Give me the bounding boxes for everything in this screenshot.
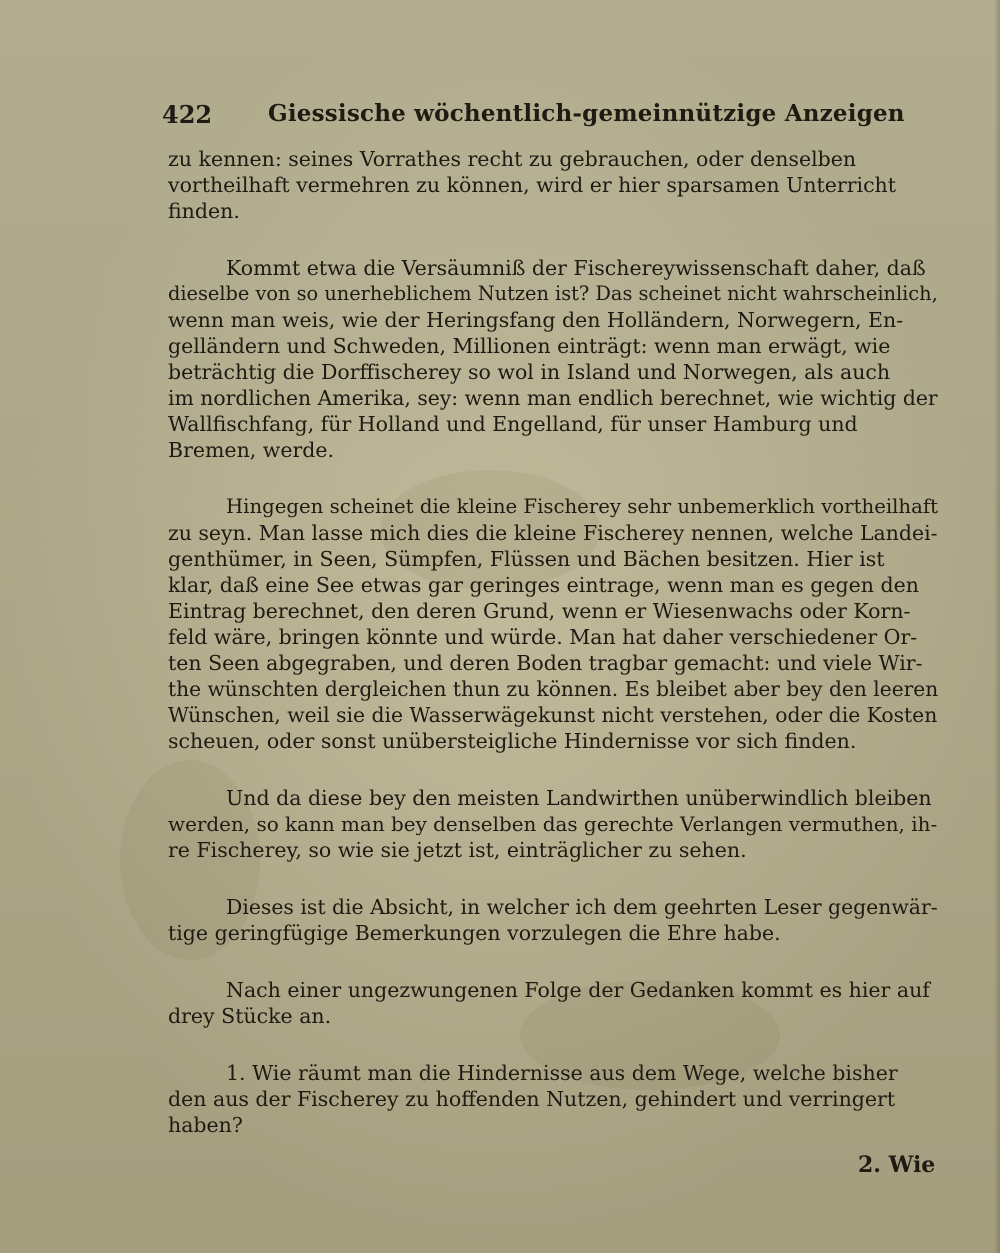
text-line: Dieses ist die Absicht, in welcher ich dem geehrten Leser gegenwär- <box>226 895 938 919</box>
text-line: haben? <box>168 1113 243 1137</box>
text-line: scheuen, oder sonst unübersteigliche Hindernisse vor sich finden. <box>168 729 857 753</box>
text-line: 1. Wie räumt man die Hindernisse aus dem Wege, welche bisher <box>226 1061 898 1085</box>
running-title: Giessische wöchentlich-gemeinnützige Anzeigen <box>268 100 905 127</box>
text-line: drey Stücke an. <box>168 1004 332 1028</box>
text-line: im nordlichen Amerika, sey: wenn man endlich berechnet, wie wichtig der <box>168 386 938 410</box>
text-line: Eintrag berechnet, den deren Grund, wenn er Wiesenwachs oder Korn- <box>168 599 911 623</box>
text-line: tige geringfügige Bemerkungen vorzulegen die Ehre habe. <box>168 921 781 945</box>
text-line: Wallfischfang, für Holland und Engelland, für unser Hamburg und <box>168 412 858 436</box>
text-line: Bremen, werde. <box>168 438 335 462</box>
text-line: the wünschten dergleichen thun zu können. Es bleibet aber bey den leeren <box>168 677 939 701</box>
text-line: zu kennen: seines Vorrathes recht zu gebrauchen, oder denselben <box>168 147 857 171</box>
text-line: re Fischerey, so wie sie jetzt ist, einträglicher zu sehen. <box>168 838 747 862</box>
text-line: finden. <box>168 199 240 223</box>
text-line: zu seyn. Man lasse mich dies die kleine Fischerey nennen, welche Landei- <box>168 521 938 545</box>
text-line: gelländern und Schweden, Millionen einträgt: wenn man erwägt, wie <box>168 334 891 358</box>
text-line: genthümer, in Seen, Sümpfen, Flüssen und Bächen besitzen. Hier ist <box>168 547 885 571</box>
text-line: feld wäre, bringen könnte und würde. Man hat daher verschiedener Or- <box>168 625 918 649</box>
text-line: vortheilhaft vermehren zu können, wird er hier sparsamen Unterricht <box>168 173 896 197</box>
body-text <box>168 146 948 1138</box>
text-line: beträchtig die Dorffischerey so wol in Island und Norwegen, als auch <box>168 360 891 384</box>
catchword: 2. Wie <box>858 1152 936 1178</box>
text-line: klar, daß eine See etwas gar geringes eintrage, wenn man es gegen den <box>168 573 919 597</box>
text-line: Hingegen scheinet die kleine Fischerey sehr unbemerklich vortheilhaft <box>226 495 939 518</box>
text-line: den aus der Fischerey zu hoffenden Nutzen, gehindert und verringert <box>168 1087 896 1111</box>
text-line: dieselbe von so unerheblichem Nutzen ist? Das scheinet nicht wahrscheinlich, <box>168 282 938 305</box>
text-line: Nach einer ungezwungenen Folge der Gedanken kommt es hier auf <box>226 978 930 1002</box>
text-line: ten Seen abgegraben, und deren Boden tragbar gemacht: und viele Wir- <box>168 651 923 675</box>
page-header <box>162 94 905 134</box>
page-edge-shadow <box>994 0 1000 1253</box>
text-line: Wünschen, weil sie die Wasserwägekunst nicht verstehen, oder die Kosten <box>168 703 938 727</box>
text-line: Kommt etwa die Versäumniß der Fischereywissenschaft daher, daß <box>226 256 926 280</box>
page-number: 422 <box>162 100 213 129</box>
text-line: Und da diese bey den meisten Landwirthen unüberwindlich bleiben <box>226 786 932 810</box>
text-line: werden, so kann man bey denselben das gerechte Verlangen vermuthen, ih- <box>168 812 938 836</box>
text-line: wenn man weis, wie der Heringsfang den Holländern, Norwegern, En- <box>168 308 904 332</box>
